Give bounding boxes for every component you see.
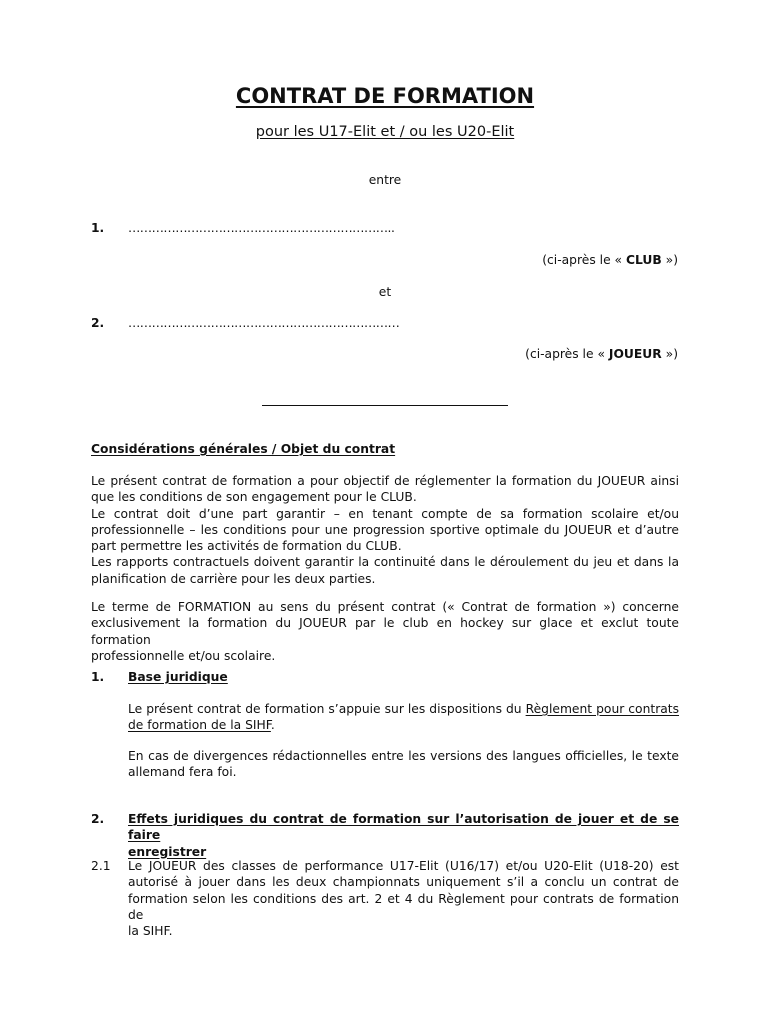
party2-placeholder: …………………………………………………………… [128,316,400,330]
regulation-reference: Règlement pour contrats [525,702,680,716]
text-line: formation selon les conditions des art. 2 et 4 du Règlement pour contrats de formation de [128,891,679,922]
text-line: professionnelle – les conditions pour une progression sportive optimale du JOUEUR et d’autre [91,522,679,537]
text-line: que les conditions de son engagement pour le CLUB. [91,490,417,505]
general-paragraph-2 [91,599,679,664]
general-paragraph-1 [91,473,679,587]
section1-heading: Base juridique [128,670,228,684]
between-label: entre [368,173,402,187]
text-line: exclusivement la formation du JOUEUR par le club en hockey sur glace et exclut toute formation [91,616,679,647]
party1-number: 1. [91,221,105,235]
party1-alias: (ci-après le « CLUB ») [542,253,678,267]
regulation-reference: de formation de la SIHF [128,718,271,733]
section1-paragraph-1: Le présent contrat de formation s’appuie sur les dispositions du Règlement pour contrats de formation de la SIHF. [128,702,680,733]
text-line: professionnelle et/ou scolaire. [91,648,276,663]
text-line: Les rapports contractuels doivent garantir la continuité dans le déroulement du jeu et dans la [91,555,679,570]
section2-number: 2. [91,812,105,826]
separator-line [262,405,508,406]
text-line: Le contrat doit d’une part garantir – en tenant compte de sa formation scolaire et/ou [91,506,679,521]
section1-number: 1. [91,670,105,684]
text-line: Le JOUEUR des classes de performance U17-Elit (U16/17) et/ou U20-Elit (U18-20) est [128,859,679,873]
general-heading: Considérations générales / Objet du contrat [91,442,396,456]
document-subtitle: pour les U17-Elit et / ou les U20-Elit [255,124,515,140]
text-line: autorisé à jouer dans les deux championnats uniquement s’il a conclu un contrat de [128,875,679,890]
text-line: la SIHF. [128,924,173,939]
document-title: CONTRAT DE FORMATION [235,84,535,108]
club-label: CLUB [625,253,662,267]
party2-alias: (ci-après le « JOUEUR ») [525,347,678,361]
subsection-2-1-number: 2.1 [91,859,111,873]
and-label: et [378,285,392,299]
subsection-2-1-text [128,858,679,939]
text-line: Le terme de FORMATION au sens du présent contrat (« Contrat de formation ») concerne [91,600,679,614]
text-line: En cas de divergences rédactionnelles entre les versions des langues officielles, le texte [128,749,679,763]
party1-placeholder: ………………………………………………………….. [128,221,395,235]
party2-number: 2. [91,316,105,330]
text-line: part permettre les activités de formation du CLUB. [91,539,402,554]
section2-heading: Effets juridiques du contrat de formation sur l’autorisation de jouer et de se faire enregistrer [128,812,679,859]
text-line: planification de carrière pour les deux parties. [91,571,376,586]
text-line: allemand fera foi. [128,765,237,780]
joueur-label: JOUEUR [608,347,662,361]
text-line: Le présent contrat de formation a pour objectif de réglementer la formation du JOUEUR ainsi [91,474,679,488]
section1-paragraph-2 [128,748,679,781]
